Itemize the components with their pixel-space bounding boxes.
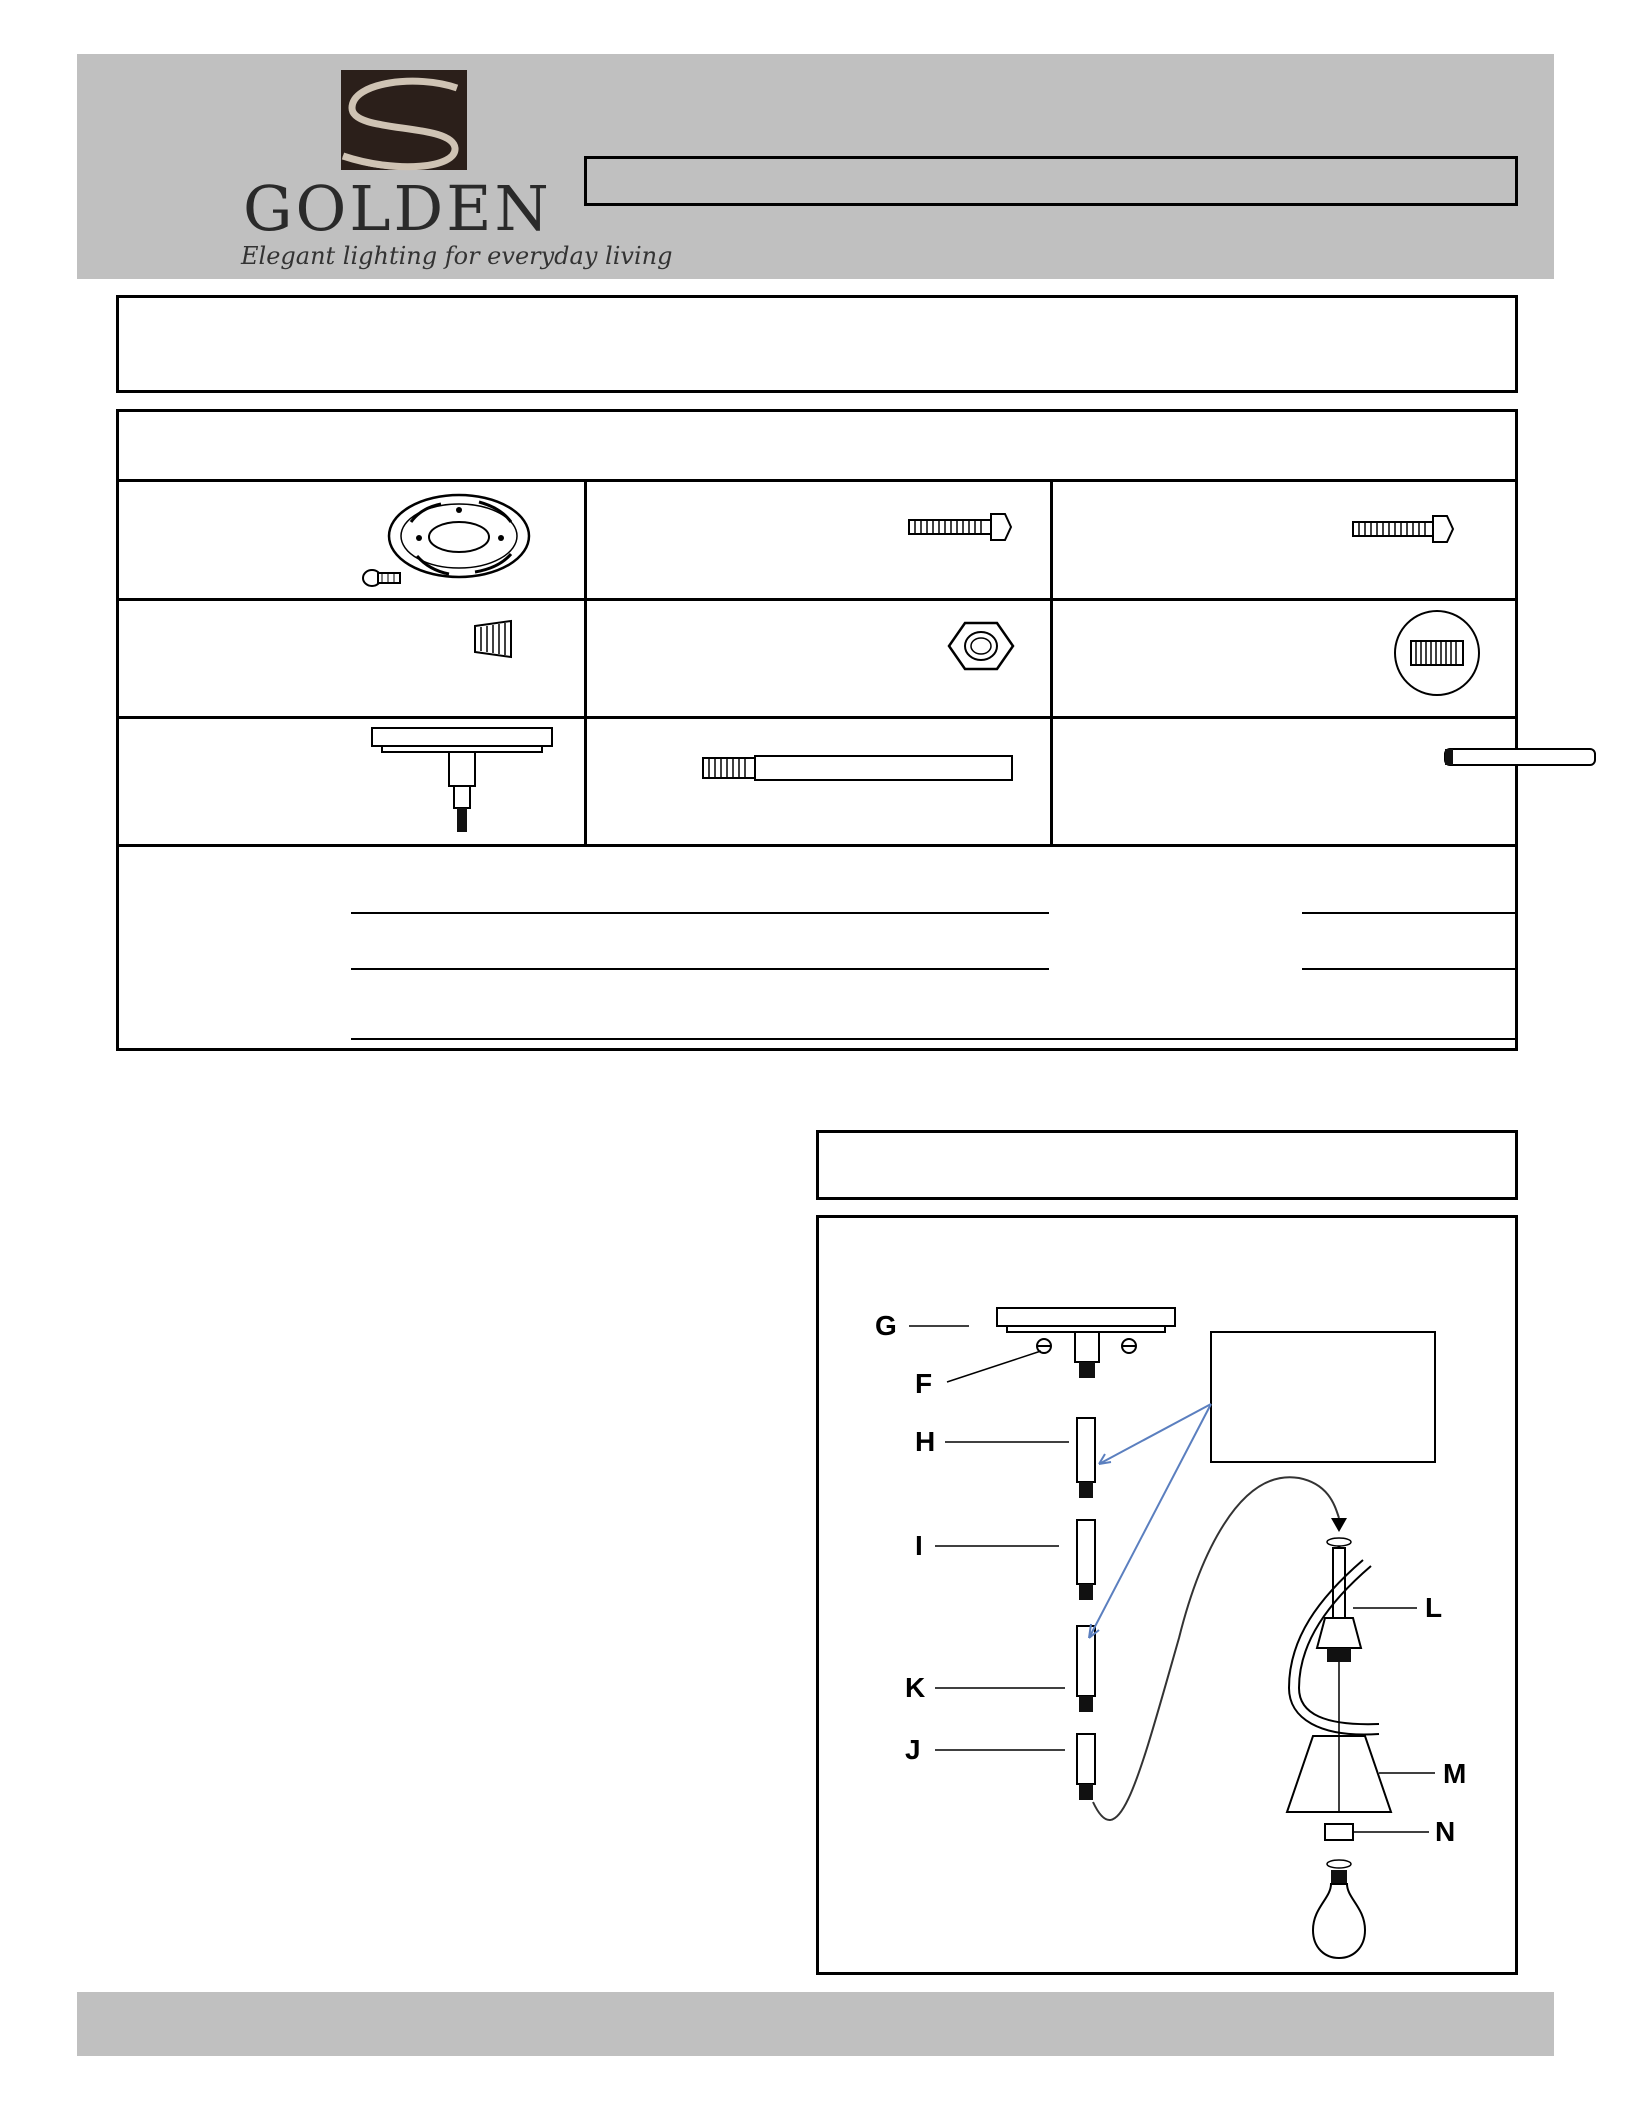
fill-in-line	[1302, 968, 1515, 970]
product-title-box	[584, 156, 1518, 206]
mounting-screw-icon	[587, 482, 1050, 598]
crossbar-with-screw-icon	[119, 482, 584, 598]
fill-in-line	[351, 1038, 1515, 1040]
wire-nut-icon	[119, 601, 584, 716]
assembly-diagram	[816, 1215, 1518, 1975]
part-label-h: H	[915, 1426, 936, 1457]
brand-name: GOLDEN	[243, 172, 552, 245]
header-banner	[77, 54, 1554, 279]
part-cell-4	[119, 601, 584, 716]
assembly-diagram-drawing	[819, 1218, 1515, 1972]
part-label-j: J	[905, 1734, 921, 1765]
canopy-icon	[119, 719, 584, 844]
fill-in-line	[351, 912, 1049, 914]
part-label-g: G	[875, 1310, 897, 1341]
part-label-i: I	[915, 1530, 923, 1561]
part-label-k: K	[905, 1672, 926, 1703]
brand-tagline: Elegant lighting for everyday living	[241, 242, 673, 270]
part-cell-9	[1053, 719, 1515, 844]
part-label-m: M	[1443, 1758, 1467, 1789]
part-cell-1	[119, 482, 584, 598]
part-cell-6	[1053, 601, 1515, 716]
diagram-title-box	[816, 1130, 1518, 1200]
long-threaded-rod-icon	[587, 719, 1050, 844]
extension-tube-icon	[1053, 719, 1515, 844]
parts-table	[116, 409, 1518, 1051]
part-label-f: F	[915, 1368, 933, 1399]
fill-in-line	[351, 968, 1049, 970]
instructions-intro-box	[116, 295, 1518, 393]
part-cell-2	[587, 482, 1050, 598]
part-cell-3	[1053, 482, 1515, 598]
hex-nut-icon	[587, 601, 1050, 716]
brand-logo	[167, 60, 673, 274]
parts-table-row-divider	[119, 844, 1515, 847]
part-cell-5	[587, 601, 1050, 716]
part-cell-8	[587, 719, 1050, 844]
threaded-nipple-icon	[1053, 601, 1515, 716]
part-cell-7	[119, 719, 584, 844]
fill-in-line	[1302, 912, 1515, 914]
footer-banner	[77, 1992, 1554, 2056]
part-label-n: N	[1435, 1816, 1456, 1847]
part-label-l: L	[1425, 1592, 1443, 1623]
mounting-screw-icon	[1053, 482, 1515, 598]
